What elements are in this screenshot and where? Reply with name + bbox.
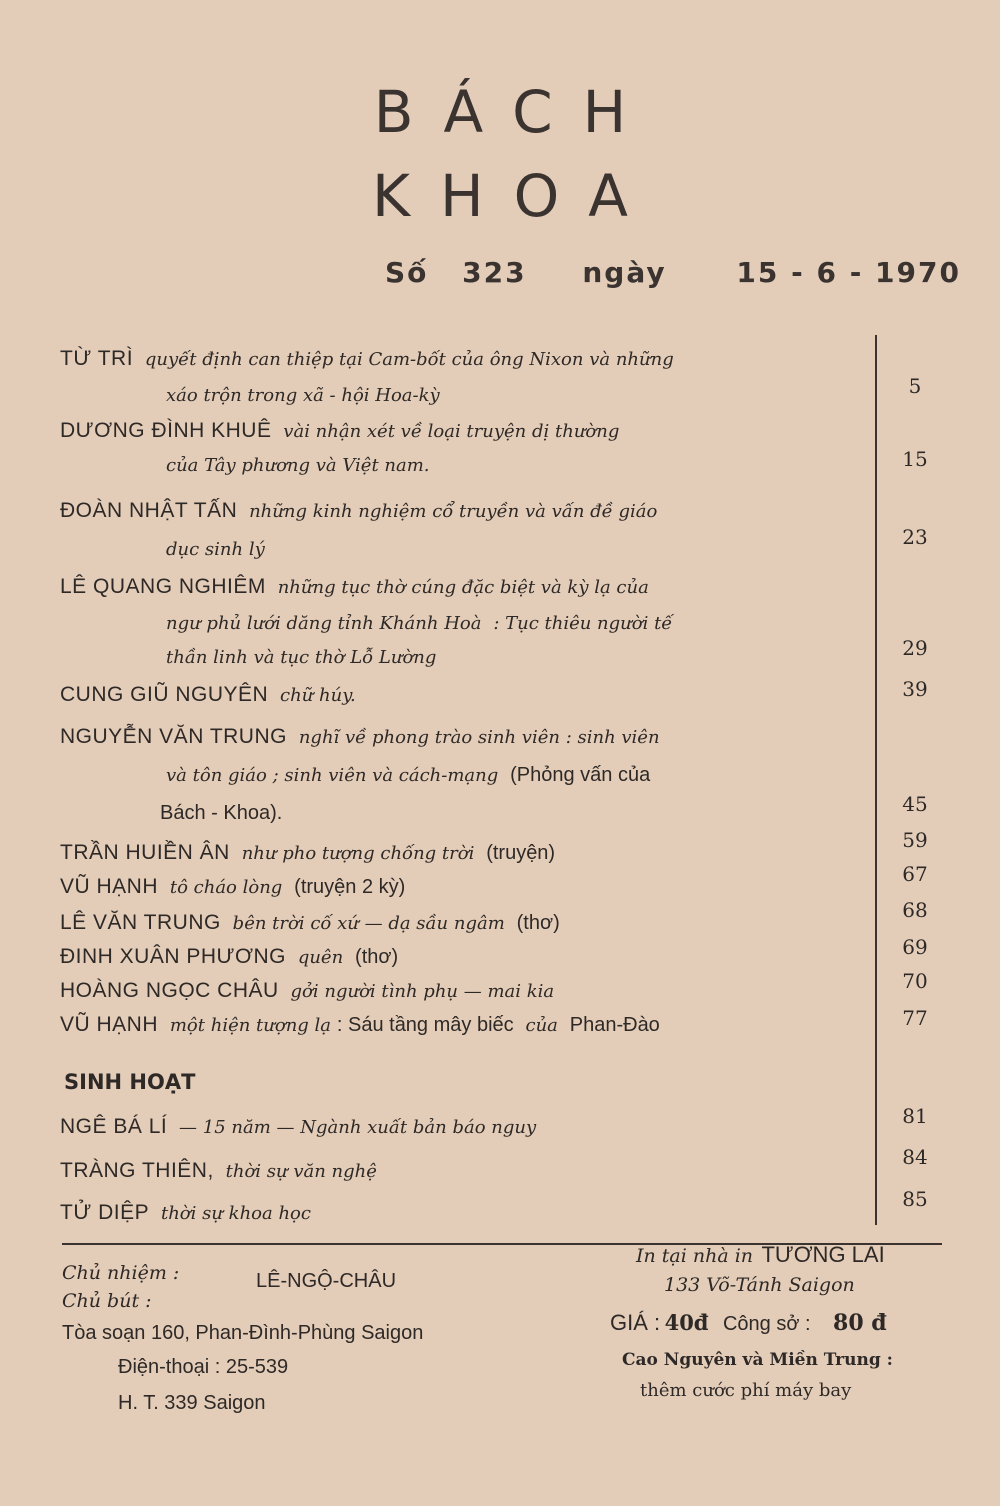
toc-title-continued: dục sinh lý <box>166 539 265 560</box>
toc-title-continued: thần linh và tục thờ Lỗ Lường <box>166 647 437 668</box>
office-price-value: 80 đ <box>833 1310 887 1336</box>
toc-page-number: 67 <box>902 862 928 886</box>
date-label: ngày <box>582 256 667 289</box>
po-box: H. T. 339 Saigon <box>118 1392 266 1414</box>
office-address: Tòa soạn 160, Phan-Đình-Phùng Saigon <box>62 1322 424 1344</box>
toc-title-continued: : Tục thiêu người tế <box>493 613 673 634</box>
toc-title: chữ húy. <box>280 685 356 706</box>
toc-page-number: 39 <box>902 677 928 701</box>
toc-title-continued: của Tây phương và Việt nam. <box>166 455 430 476</box>
toc-entry-continued <box>160 762 960 789</box>
section-title: thời sự khoa học <box>160 1203 311 1224</box>
printer-line <box>636 1242 885 1268</box>
toc-entry-continued <box>160 452 960 479</box>
toc-author: VŨ HẠNH <box>60 1013 159 1036</box>
toc-author: NGUYỄN VĂN TRUNG <box>60 725 287 748</box>
toc-page-number: 77 <box>902 1006 928 1030</box>
toc-page-number: 68 <box>902 898 928 922</box>
toc-title-subject: : Sáu tầng mây biếc <box>336 1014 514 1036</box>
toc-title: như pho tượng chống trời <box>241 843 475 864</box>
toc-title-genre: (thơ) <box>355 946 399 968</box>
region-note: Cao Nguyên và Miền Trung : <box>622 1350 893 1370</box>
section-entry <box>60 1158 860 1185</box>
price-label: GIÁ : <box>610 1310 661 1335</box>
toc-author: TRẦN HUIỀN ÂN <box>60 841 230 864</box>
toc-title: một hiện tượng lạ <box>169 1015 332 1036</box>
section-page-number: 81 <box>902 1104 928 1128</box>
toc-entry-continued <box>160 644 960 671</box>
section-heading: SINH HOẠT <box>64 1070 196 1094</box>
toc-page-number: 59 <box>902 828 928 852</box>
toc-title-author: Phan-Đào <box>569 1014 660 1036</box>
toc-entry <box>60 418 860 445</box>
toc-entry <box>60 978 860 1005</box>
toc-author: LÊ QUANG NGHIÊM <box>60 575 266 598</box>
toc-entry <box>60 724 860 751</box>
section-author: TRÀNG THIÊN, <box>60 1159 214 1182</box>
toc-author: HOÀNG NGỌC CHÂU <box>60 979 279 1002</box>
toc-title: gởi người tình phụ — mai kia <box>290 981 555 1002</box>
section-entry <box>60 1114 860 1141</box>
toc-title: tô cháo lòng <box>169 877 283 898</box>
masthead-title-line2: KHOA <box>372 162 658 230</box>
toc-title: bên trời cố xứ — dạ sầu ngâm <box>232 913 505 934</box>
toc-author: CUNG GIŨ NGUYÊN <box>60 683 269 706</box>
toc-title: những tục thờ cúng đặc biệt và kỳ lạ của <box>277 577 649 598</box>
toc-entry <box>60 498 860 525</box>
printer-address: 133 Võ-Tánh Saigon <box>664 1274 855 1296</box>
toc-entry <box>60 840 860 867</box>
toc-entry <box>60 346 860 373</box>
toc-title-continued: Bách - Khoa). <box>160 802 283 824</box>
toc-entry-continued <box>160 800 960 826</box>
toc-title-genre: (truyện) <box>486 842 556 864</box>
section-page-number: 85 <box>902 1187 928 1211</box>
toc-title: vài nhận xét về loại truyện dị thường <box>283 421 620 442</box>
airmail-note: thêm cước phí máy bay <box>640 1380 852 1401</box>
section-page-number: 84 <box>902 1145 928 1169</box>
editor-name: LÊ-NGỘ-CHÂU <box>256 1270 397 1292</box>
toc-title-continued: (Phỏng vấn của <box>510 764 651 786</box>
toc-entry-continued <box>160 382 960 409</box>
toc-entry <box>60 910 860 937</box>
toc-title: những kinh nghiệm cổ truyền và vấn đề giáo <box>249 501 658 522</box>
section-author: NGÊ BÁ LÍ <box>60 1115 168 1138</box>
masthead-title-line1: BÁCH <box>373 78 657 146</box>
issue-date: 15 - 6 - 1970 <box>736 256 961 289</box>
toc-title-continued: xáo trộn trong xã - hội Hoa-kỳ <box>166 385 440 406</box>
office-price-label: Công sở : <box>722 1313 811 1335</box>
toc-author: ĐOÀN NHẬT TẤN <box>60 499 238 522</box>
toc-page-number: 5 <box>908 374 922 398</box>
toc-author: DƯƠNG ĐÌNH KHUÊ <box>60 419 272 442</box>
toc-page-number: 29 <box>902 636 928 660</box>
price-line <box>610 1310 887 1336</box>
toc-author: LÊ VĂN TRUNG <box>60 911 221 934</box>
issue-line <box>385 256 961 289</box>
printer-name: TƯƠNG LAI <box>761 1242 885 1267</box>
toc-title-continued: và tôn giáo ; sinh viên và cách-mạng <box>166 765 499 786</box>
chu-nhiem-label: Chủ nhiệm : <box>62 1262 180 1284</box>
toc-page-number: 23 <box>902 525 928 549</box>
toc-title-genre: (truyện 2 kỳ) <box>294 876 406 898</box>
toc-title: quên <box>297 947 344 968</box>
toc-author: ĐINH XUÂN PHƯƠNG <box>60 945 286 968</box>
issue-label: Số <box>385 256 429 289</box>
toc-author: VŨ HẠNH <box>60 875 159 898</box>
toc-entry-continued <box>160 610 960 637</box>
price-value: 40đ <box>664 1310 709 1335</box>
section-title: — 15 năm — Ngành xuất bản báo nguy <box>179 1117 537 1138</box>
toc-page-number: 69 <box>902 935 928 959</box>
toc-page-number: 15 <box>902 447 928 471</box>
section-title: thời sự văn nghệ <box>225 1161 377 1182</box>
toc-entry <box>60 1012 860 1039</box>
toc-title-of: của <box>525 1015 558 1036</box>
toc-entry <box>60 874 860 901</box>
section-entry <box>60 1200 860 1227</box>
toc-entry-continued <box>160 536 960 563</box>
toc-entry <box>60 944 860 971</box>
toc-entry <box>60 574 860 601</box>
toc-title: quyết định can thiệp tại Cam-bốt của ông Nixon và những <box>144 349 674 370</box>
toc-entry <box>60 682 860 709</box>
toc-page-number: 70 <box>902 969 928 993</box>
toc-title-continued: ngư phủ lưới dăng tỉnh Khánh Hoà <box>166 613 482 634</box>
toc-author: TỪ TRÌ <box>60 347 134 370</box>
toc-title: nghĩ về phong trào sinh viên : sinh viên <box>298 727 660 748</box>
section-author: TỬ DIỆP <box>60 1201 150 1224</box>
office-phone: Điện-thoại : 25-539 <box>118 1356 289 1378</box>
toc-title-genre: (thơ) <box>516 912 560 934</box>
issue-number: 323 <box>462 256 527 289</box>
chu-but-label: Chủ bút : <box>62 1290 152 1312</box>
toc-page-number: 45 <box>902 792 928 816</box>
print-label: In tại nhà in <box>636 1245 754 1267</box>
